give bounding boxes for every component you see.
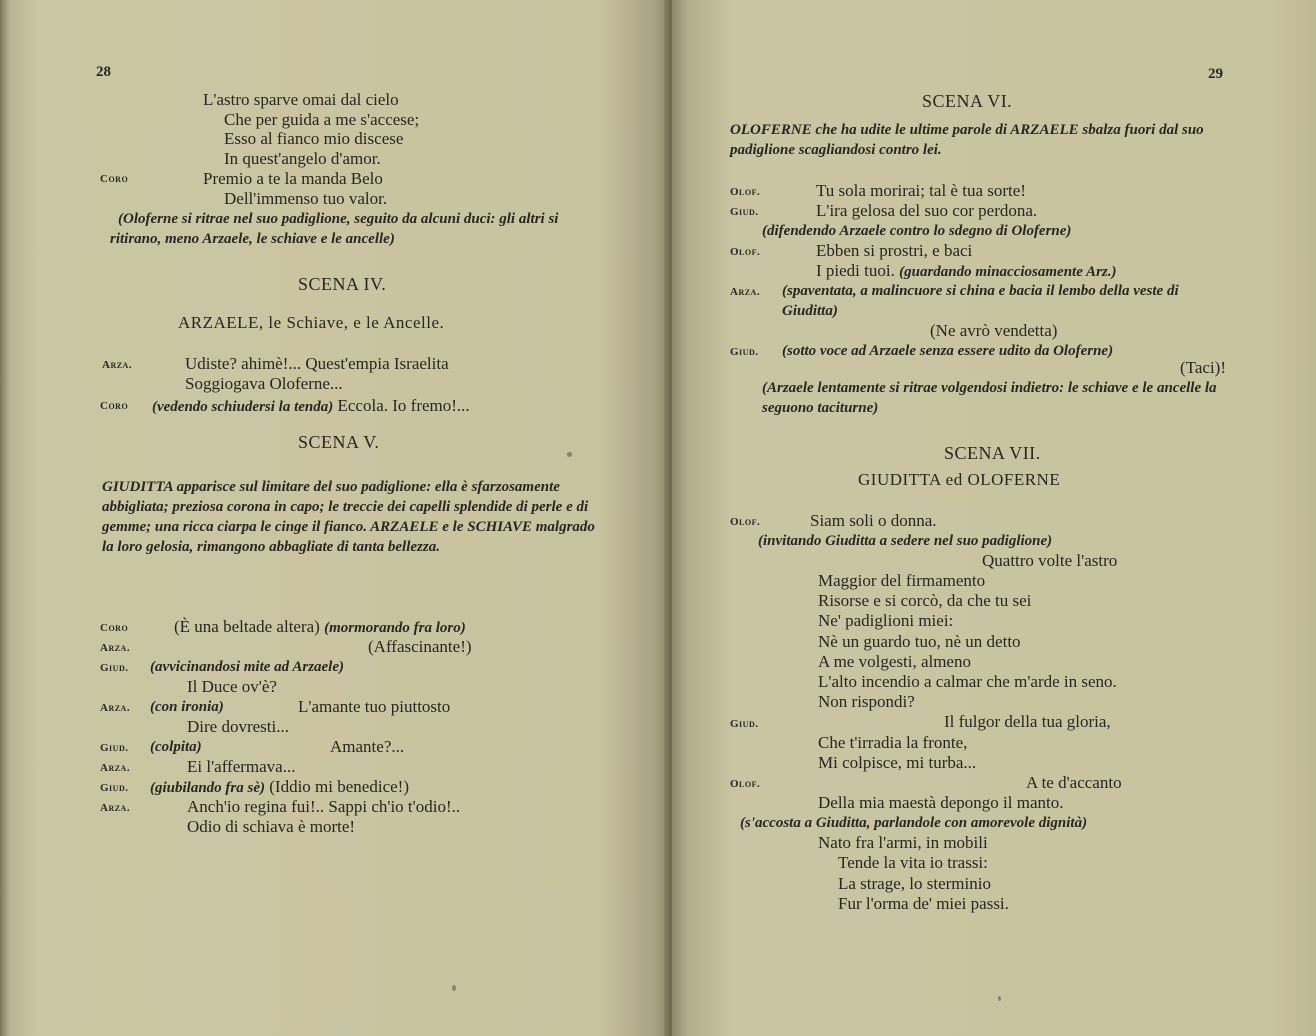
dialog-line: Soggiogava Oloferne... [185, 374, 343, 393]
dialog-line: Tu sola morirai; tal è tua sorte! [816, 181, 1026, 200]
right-page [672, 0, 1316, 1036]
verse-line: Tende la vita io trassi: [838, 853, 988, 872]
verse-line: Fur l'orma de' miei passi. [838, 894, 1009, 913]
dialog-line: Anch'io regina fui!.. Sappi ch'io t'odio!.. [187, 797, 461, 816]
stage-direction: (Oloferne si ritrae nel suo padiglione, seguito da alcuni duci: gli altri si ritirano, meno Arzaele, le schiave e le ancelle) [110, 211, 559, 247]
speaker-label: Olof. [730, 186, 761, 198]
dialog-line: (Taci)! [1180, 358, 1226, 377]
scene-title: SCENA VII. [944, 443, 1041, 463]
dialog-line: Odio di schiava è morte! [187, 817, 356, 836]
speaker-label: Giud. [100, 662, 129, 674]
page-number: 28 [96, 64, 111, 80]
verse-line: Quattro volte l'astro [982, 551, 1118, 570]
speaker-label: Arza. [100, 702, 131, 714]
speaker-label: Arza. [100, 642, 131, 654]
dialog-line: Ei l'affermava... [187, 757, 296, 776]
speaker-label: Olof. [730, 516, 761, 528]
scene-title: SCENA IV. [298, 274, 387, 294]
verse-line: Della mia maestà depongo il manto. [818, 793, 1064, 812]
verse-line: Nato fra l'armi, in mobili [818, 833, 988, 852]
dialog-line [816, 261, 1117, 282]
dialog-text: Eccola. Io fremo!... [337, 396, 470, 415]
stage-direction: (invitando Giuditta a sedere nel suo padiglione) [758, 533, 1053, 549]
speaker-label: Olof. [730, 246, 761, 258]
verse-line: Premio a te la manda Belo [203, 169, 383, 188]
scene-characters: ARZAELE, le Schiave, e le Ancelle. [178, 313, 445, 332]
stage-direction: (Arzaele lentamente si ritrae volgendosi indietro: le schiave e le ancelle la seguono taciturne) [762, 380, 1217, 416]
page-number: 29 [1208, 66, 1223, 82]
dialog-line [152, 396, 470, 417]
speaker-label: Olof. [730, 778, 761, 790]
inline-stage-direction: (guardando minacciosamente Arz.) [899, 264, 1117, 280]
dialog-text: (È una beltade altera) [174, 617, 320, 636]
speaker-label: Giud. [730, 206, 759, 218]
verse-line: Maggior del firmamento [818, 571, 986, 590]
dialog-line [150, 777, 409, 798]
inline-stage-direction: (colpita) [150, 739, 202, 755]
inline-stage-direction: (mormorando fra loro) [324, 620, 466, 636]
dialog-text: I piedi tuoi. [816, 261, 895, 280]
dialog-line: Ebben si prostri, e baci [816, 241, 973, 260]
speaker-label: Coro [100, 400, 129, 412]
verse-line: Che t'irradia la fronte, [818, 733, 968, 752]
verse-line: Nè un guardo tuo, nè un detto [818, 632, 1021, 651]
verse-line: Dell'immenso tuo valor. [224, 189, 388, 208]
speaker-label: Coro [100, 622, 129, 634]
verse-line: Mi colpisce, mi turba... [818, 753, 977, 772]
verse-line: Risorse e si corcò, da che tu sei [818, 591, 1032, 610]
stage-direction: (sotto voce ad Arzaele senza essere udito da Oloferne) [782, 343, 1114, 359]
dialog-text: (Iddio mi benedice!) [269, 777, 409, 796]
speaker-label: Giud. [100, 782, 129, 794]
verse-line: A te d'accanto [1026, 773, 1122, 792]
inline-stage-direction: (avvicinandosi mite ad Arzaele) [150, 659, 345, 675]
stage-direction: (s'accosta a Giuditta, parlandole con amorevole dignità) [740, 815, 1088, 831]
inline-stage-direction: (con ironia) [150, 699, 224, 715]
speaker-label: Arza. [100, 762, 131, 774]
stage-direction: OLOFERNE che ha udite le ultime parole di ARZAELE sbalza fuori dal suo padiglione scagliandosi contro lei. [730, 122, 1204, 158]
stage-direction [782, 281, 1232, 321]
dialog-line: (Ne avrò vendetta) [930, 321, 1058, 340]
verse-line: Esso al fianco mio discese [224, 129, 404, 148]
speaker-label: Arza. [100, 802, 131, 814]
verse-line: L'astro sparve omai dal cielo [203, 90, 399, 109]
verse-line: L'alto incendio a calmar che m'arde in seno. [818, 672, 1117, 691]
dialog-line: Udiste? ahimè!... Quest'empia Israelita [185, 354, 449, 373]
scene-title: SCENA VI. [922, 91, 1013, 111]
speaker-label: Coro [100, 173, 129, 185]
dialog-line: Amante?... [330, 737, 405, 756]
dialog-line: Dire dovresti... [187, 717, 289, 736]
stage-direction: (difendendo Arzaele contro lo sdegno di Oloferne) [762, 223, 1072, 239]
inline-stage-direction: (giubilando fra sè) [150, 780, 266, 796]
speaker-label: Giud. [730, 346, 759, 358]
verse-line: La strage, lo sterminio [838, 874, 991, 893]
stage-direction: GIUDITTA apparisce sul limitare del suo padiglione: ella è sfarzosamente abbigliata; preziosa corona in capo; le treccie dei capelli splendide di perle e di gemme; una ricca ciarpa le cinge il fianco. ARZAELE e le SCHIAVE malgrado la loro gelosia, rimangono abbagliate di tanta bellezza. [102, 479, 595, 555]
speaker-label: Giud. [100, 742, 129, 754]
speaker-label: Arza. [730, 286, 761, 298]
ink-spot [998, 996, 1001, 1001]
dialog-line: L'ira gelosa del suo cor perdona. [816, 201, 1038, 220]
scene-characters: GIUDITTA ed OLOFERNE [858, 470, 1061, 489]
speaker-label: Giud. [730, 718, 759, 730]
verse-line: Il fulgor della tua gloria, [944, 712, 1111, 731]
stage-text: (spaventata, a malincuore si china e bacia il lembo della veste di Giuditta) [782, 283, 1179, 319]
dialog-line: (Affascinante!) [368, 637, 472, 656]
scene-title: SCENA V. [298, 432, 380, 452]
ink-spot [452, 985, 456, 991]
inline-stage-direction: (vedendo schiudersi la tenda) [152, 399, 334, 415]
ink-spot [567, 452, 572, 457]
verse-line: In quest'angelo d'amor. [224, 149, 381, 168]
verse-line: Non rispondi? [818, 692, 915, 711]
dialog-line: Il Duce ov'è? [187, 677, 277, 696]
dialog-line: Siam soli o donna. [810, 511, 937, 530]
verse-line: Ne' padiglioni miei: [818, 611, 954, 630]
dialog-line: L'amante tuo piuttosto [298, 697, 451, 716]
verse-line: A me volgesti, almeno [818, 652, 971, 671]
verse-line: Che per guida a me s'accese; [224, 110, 420, 129]
speaker-label: Arza. [102, 359, 133, 371]
dialog-line [174, 617, 466, 638]
